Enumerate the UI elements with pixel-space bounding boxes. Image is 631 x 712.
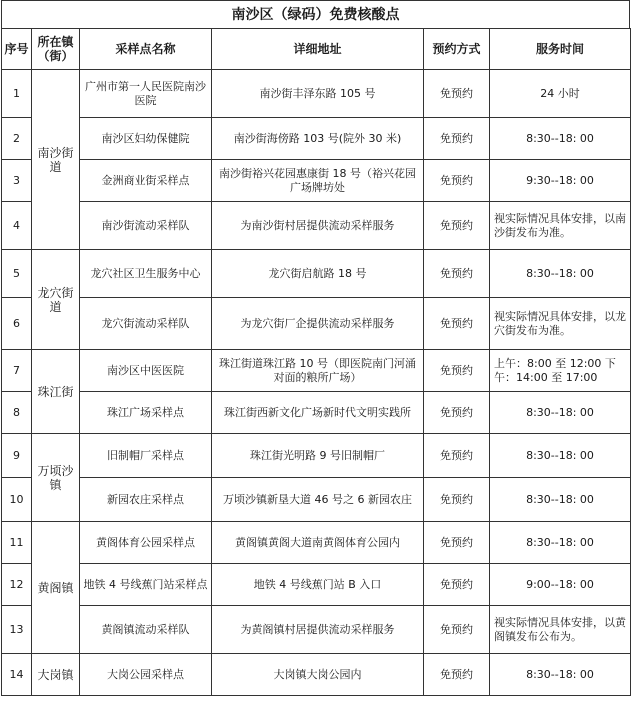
testing-sites-table (1, 28, 631, 696)
site-name: 龙穴社区卫生服务中心 (80, 250, 212, 298)
table-row (2, 392, 631, 434)
service-hours: 8:30--18: 00 (490, 250, 631, 298)
service-hours: 视实际情况具体安排，以龙穴街发布为准。 (490, 298, 631, 350)
site-address: 为黄阁镇村居提供流动采样服务 (212, 606, 424, 654)
table-row (2, 298, 631, 350)
site-name: 珠江广场采样点 (80, 392, 212, 434)
town-cell: 珠江街 (32, 350, 80, 434)
row-no: 10 (2, 478, 32, 522)
service-hours: 9:30--18: 00 (490, 160, 631, 202)
site-name: 南沙街流动采样队 (80, 202, 212, 250)
table-row (2, 478, 631, 522)
table-row (2, 160, 631, 202)
booking-method: 免预约 (424, 160, 490, 202)
header-address: 详细地址 (212, 29, 424, 70)
header-site: 采样点名称 (80, 29, 212, 70)
booking-method: 免预约 (424, 654, 490, 696)
row-no: 14 (2, 654, 32, 696)
site-address: 龙穴街启航路 18 号 (212, 250, 424, 298)
table-row (2, 522, 631, 564)
town-cell: 黄阁镇 (32, 522, 80, 654)
site-address: 大岗镇大岗公园内 (212, 654, 424, 696)
table-row (2, 564, 631, 606)
site-address: 为南沙街村居提供流动采样服务 (212, 202, 424, 250)
booking-method: 免预约 (424, 350, 490, 392)
service-hours: 8:30--18: 00 (490, 478, 631, 522)
booking-method: 免预约 (424, 202, 490, 250)
service-hours: 视实际情况具体安排，以黄阁镇发布公布为。 (490, 606, 631, 654)
row-no: 4 (2, 202, 32, 250)
town-cell: 龙穴街道 (32, 250, 80, 350)
row-no: 2 (2, 118, 32, 160)
site-address: 万顷沙镇新垦大道 46 号之 6 新园农庄 (212, 478, 424, 522)
site-name: 大岗公园采样点 (80, 654, 212, 696)
site-address: 南沙街海傍路 103 号(院外 30 米) (212, 118, 424, 160)
site-address: 南沙街丰泽东路 105 号 (212, 70, 424, 118)
site-name: 新园农庄采样点 (80, 478, 212, 522)
table-row (2, 434, 631, 478)
booking-method: 免预约 (424, 298, 490, 350)
site-address: 珠江街道珠江路 10 号（即医院南门河涌对面的粮所广场） (212, 350, 424, 392)
table-row (2, 654, 631, 696)
row-no: 3 (2, 160, 32, 202)
site-address: 地铁 4 号线蕉门站 B 入口 (212, 564, 424, 606)
site-name: 金洲商业街采样点 (80, 160, 212, 202)
town-cell: 大岗镇 (32, 654, 80, 696)
row-no: 11 (2, 522, 32, 564)
site-name: 旧制帽厂采样点 (80, 434, 212, 478)
site-name: 南沙区中医医院 (80, 350, 212, 392)
service-hours: 8:30--18: 00 (490, 118, 631, 160)
header-town: 所在镇（街） (32, 29, 80, 70)
table-row (2, 250, 631, 298)
booking-method: 免预约 (424, 478, 490, 522)
row-no: 9 (2, 434, 32, 478)
row-no: 7 (2, 350, 32, 392)
booking-method: 免预约 (424, 434, 490, 478)
row-no: 8 (2, 392, 32, 434)
site-address: 珠江街光明路 9 号旧制帽厂 (212, 434, 424, 478)
service-hours: 8:30--18: 00 (490, 522, 631, 564)
booking-method: 免预约 (424, 250, 490, 298)
site-name: 地铁 4 号线蕉门站采样点 (80, 564, 212, 606)
service-hours: 视实际情况具体安排，以南沙街发布为准。 (490, 202, 631, 250)
row-no: 12 (2, 564, 32, 606)
service-hours: 8:30--18: 00 (490, 654, 631, 696)
row-no: 6 (2, 298, 32, 350)
site-address: 为龙穴街厂企提供流动采样服务 (212, 298, 424, 350)
table-row (2, 350, 631, 392)
row-no: 5 (2, 250, 32, 298)
site-address: 珠江街西新文化广场新时代文明实践所 (212, 392, 424, 434)
booking-method: 免预约 (424, 606, 490, 654)
booking-method: 免预约 (424, 522, 490, 564)
booking-method: 免预约 (424, 392, 490, 434)
booking-method: 免预约 (424, 564, 490, 606)
table-row (2, 118, 631, 160)
header-no: 序号 (2, 29, 32, 70)
row-no: 1 (2, 70, 32, 118)
header-booking: 预约方式 (424, 29, 490, 70)
page-title: 南沙区（绿码）免费核酸点 (1, 0, 630, 28)
booking-method: 免预约 (424, 118, 490, 160)
town-cell: 万顷沙镇 (32, 434, 80, 522)
town-cell: 南沙街道 (32, 70, 80, 250)
site-name: 黄阁体育公园采样点 (80, 522, 212, 564)
site-name: 广州市第一人民医院南沙医院 (80, 70, 212, 118)
table-row (2, 70, 631, 118)
table-row (2, 606, 631, 654)
service-hours: 上午：8:00 至 12:00 下午：14:00 至 17:00 (490, 350, 631, 392)
booking-method: 免预约 (424, 70, 490, 118)
site-address: 南沙街裕兴花园惠康街 18 号（裕兴花园广场牌坊处 (212, 160, 424, 202)
row-no: 13 (2, 606, 32, 654)
service-hours: 8:30--18: 00 (490, 392, 631, 434)
site-name: 南沙区妇幼保健院 (80, 118, 212, 160)
service-hours: 24 小时 (490, 70, 631, 118)
table-row (2, 202, 631, 250)
site-name: 龙穴街流动采样队 (80, 298, 212, 350)
header-hours: 服务时间 (490, 29, 631, 70)
service-hours: 8:30--18: 00 (490, 434, 631, 478)
site-address: 黄阁镇黄阁大道南黄阁体育公园内 (212, 522, 424, 564)
service-hours: 9:00--18: 00 (490, 564, 631, 606)
site-name: 黄阁镇流动采样队 (80, 606, 212, 654)
table-header-row (2, 29, 631, 70)
